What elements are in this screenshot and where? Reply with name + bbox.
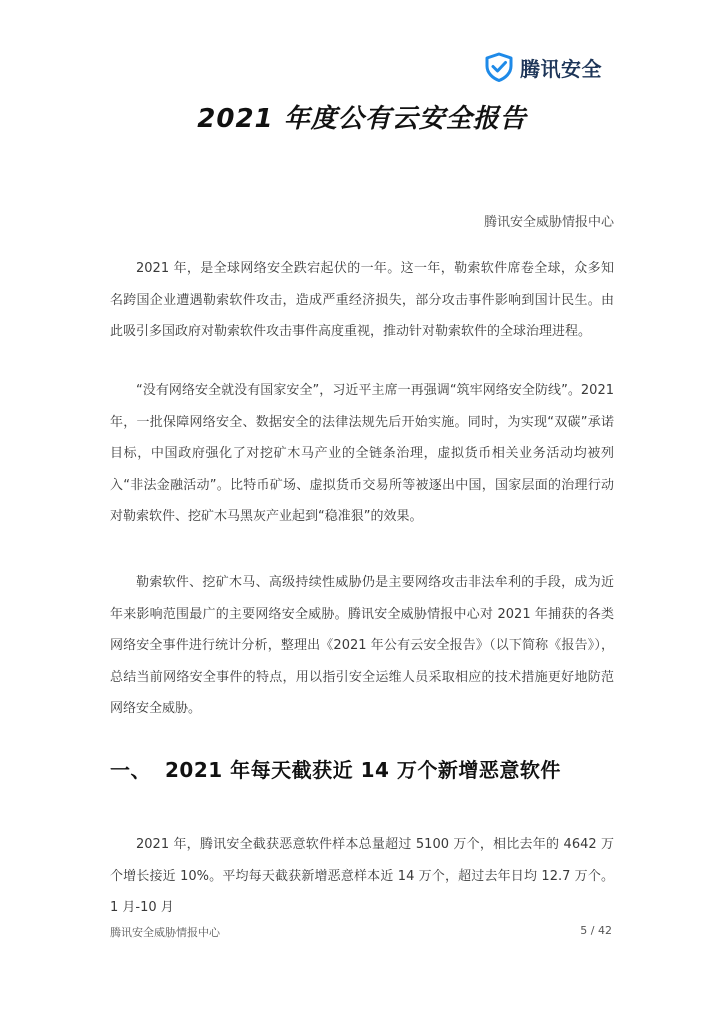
- paragraph-3: 勒索软件、挖矿木马、高级持续性威胁仍是主要网络攻击非法牟利的手段，成为近年来影响范围最广的主要网络安全威胁。腾讯安全威胁情报中心对 2021 年捕获的各类网络安全事件进行统计分析，整理出《2021 年公有云安全报告》（以下简称《报告》），总结当前网络安全事件的特点，用以指引安全运维人员采取相应的技术措施更好地防范网络安全威胁。: [110, 575, 614, 716]
- page-number: 5 / 42: [580, 924, 612, 937]
- section-number: 一、: [110, 758, 151, 782]
- tencent-security-shield-icon: [484, 52, 514, 82]
- logo-text: 腾讯安全: [520, 56, 602, 81]
- section-title: 2021 年每天截获近 14 万个新增恶意软件: [165, 758, 561, 782]
- header-logo: [484, 52, 602, 82]
- paragraph-4: 2021 年，腾讯安全截获恶意软件样本总量超过 5100 万个，相比去年的 4642 万个增长接近 10%。平均每天截获新增恶意样本近 14 万个，超过去年日均 12.7 万个。1 月-10 月: [110, 837, 614, 915]
- footer-source: 腾讯安全威胁情报中心: [110, 926, 220, 939]
- paragraph-2: “没有网络安全就没有国家安全”，习近平主席一再强调“筑牢网络安全防线”。2021 年，一批保障网络安全、数据安全的法律法规先后开始实施。同时，为实现“双碳”承诺目标，中国政府强化了对挖矿木马产业的全链条治理，虚拟货币相关业务活动均被列入“非法金融活动”。比特币矿场、虚拟货币交易所等被逐出中国，国家层面的治理行动对勒索软件、挖矿木马黑灰产业起到“稳准狠”的效果。: [110, 383, 614, 524]
- paragraph-1: 2021 年，是全球网络安全跌宕起伏的一年。这一年，勒索软件席卷全球，众多知名跨国企业遭遇勒索软件攻击，造成严重经济损失，部分攻击事件影响到国计民生。由此吸引多国政府对勒索软件攻击事件高度重视，推动针对勒索软件的全球治理进程。: [110, 261, 614, 339]
- report-source: 腾讯安全威胁情报中心: [483, 215, 614, 230]
- page-title: 2021 年度公有云安全报告: [197, 104, 527, 134]
- section-heading: [110, 754, 630, 783]
